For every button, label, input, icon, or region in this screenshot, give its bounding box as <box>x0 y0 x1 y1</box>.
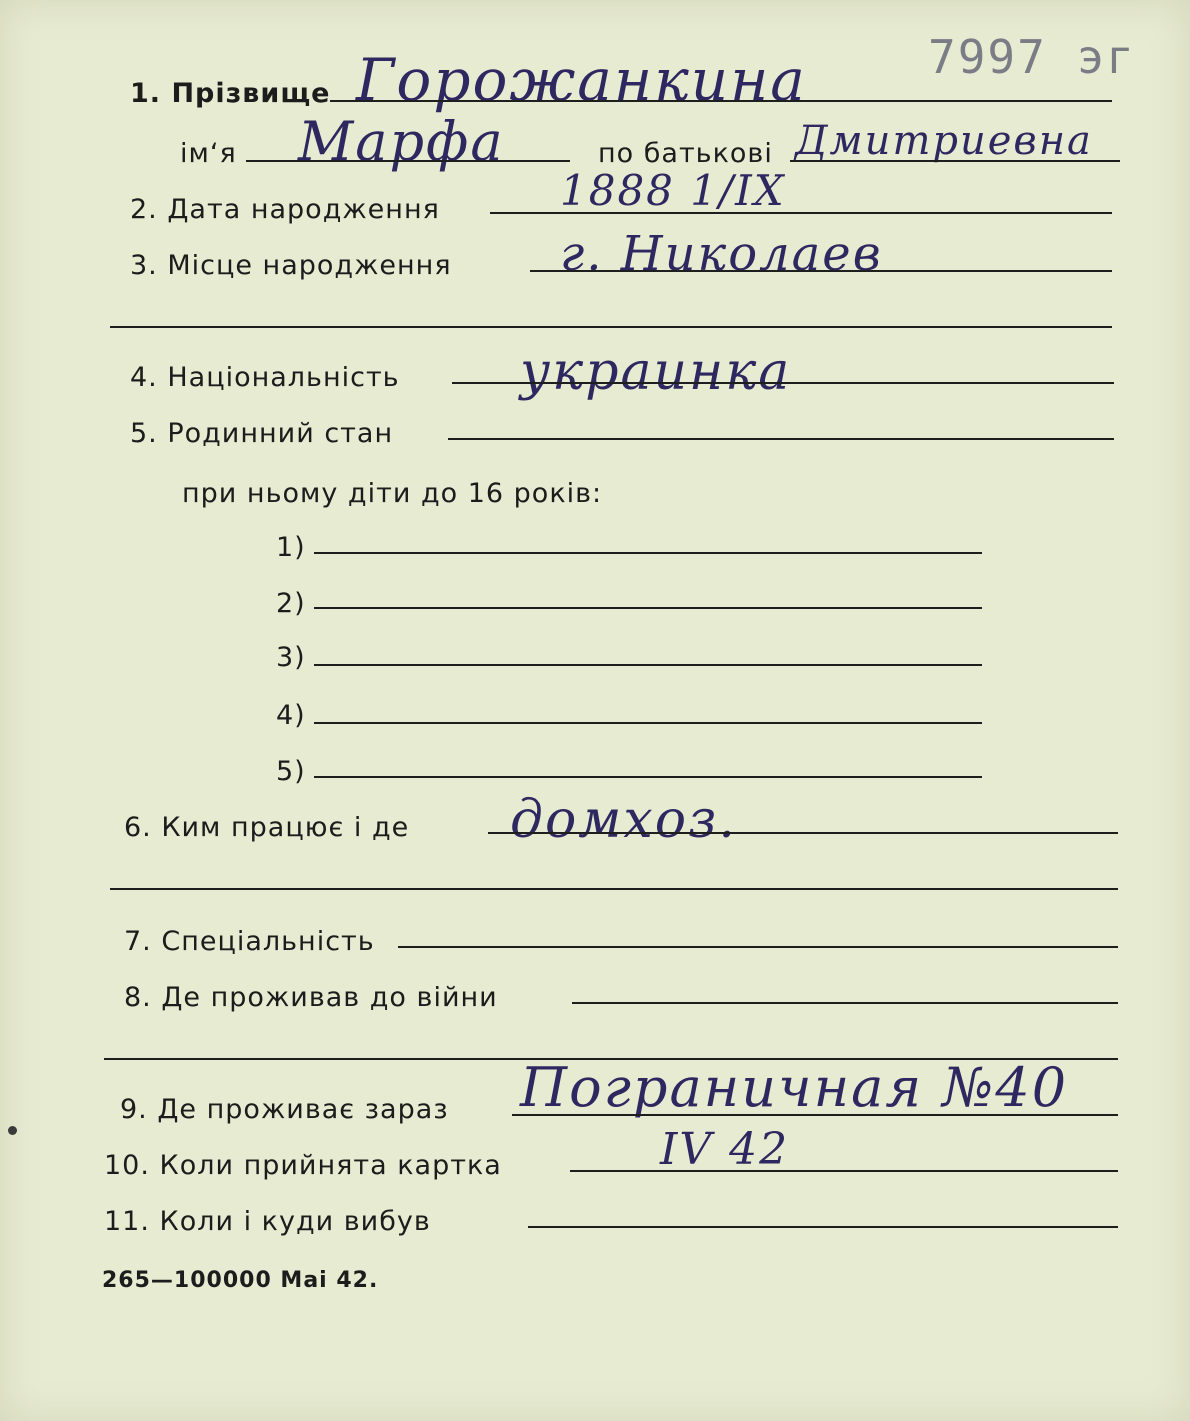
archive-number: 7997 эг <box>928 30 1136 84</box>
card-accepted-value: IV 42 <box>660 1124 790 1175</box>
specialty-line <box>398 946 1118 948</box>
birth-place-line <box>530 270 1112 272</box>
card-accepted-line <box>570 1170 1118 1172</box>
child-5-line <box>314 776 982 778</box>
current-residence-label: 9. Де проживає зараз <box>120 1094 449 1125</box>
card-accepted-label: 10. Коли прийнята картка <box>104 1150 502 1181</box>
child-5-label: 5) <box>276 756 306 787</box>
birth-date-label: 2. Дата народження <box>130 194 440 225</box>
family-status-line <box>448 438 1114 440</box>
child-2-line <box>314 607 982 609</box>
birth-place-label: 3. Місце народження <box>130 250 452 281</box>
surname-line <box>330 100 1112 102</box>
patronymic-line <box>790 160 1120 162</box>
occupation-line-2 <box>110 888 1118 890</box>
occupation-label: 6. Ким працює і де <box>124 812 410 843</box>
child-4-label: 4) <box>276 700 306 731</box>
child-2-label: 2) <box>276 588 306 619</box>
birth-date-line <box>490 212 1112 214</box>
child-3-label: 3) <box>276 642 306 673</box>
birth-place-line-2 <box>110 326 1112 328</box>
specialty-label: 7. Спеціальність <box>124 926 375 957</box>
child-1-line <box>314 552 982 554</box>
first-name-line <box>246 160 570 162</box>
occupation-value: домхоз. <box>510 790 737 850</box>
first-name-value: Марфа <box>298 110 505 173</box>
prewar-residence-label: 8. Де проживав до війни <box>124 982 498 1013</box>
birth-place-value: г. Николаев <box>560 226 883 282</box>
current-residence-value: Пограничная №40 <box>520 1056 1069 1119</box>
birth-date-value: 1888 1/IX <box>560 166 786 215</box>
child-1-label: 1) <box>276 532 306 563</box>
nationality-line <box>452 382 1114 384</box>
surname-label: 1. Прізвище <box>130 78 331 109</box>
family-status-label: 5. Родинний стан <box>130 418 394 449</box>
children-label: при ньому діти до 16 років: <box>182 478 603 509</box>
departure-label: 11. Коли і куди вибув <box>104 1206 431 1237</box>
patronymic-value: Дмитриевна <box>795 118 1093 164</box>
surname-value: Горожанкина <box>356 46 807 114</box>
child-3-line <box>314 664 982 666</box>
child-4-line <box>314 722 982 724</box>
print-mark: 265—100000 Mai 42. <box>102 1268 379 1293</box>
ink-speck <box>8 1126 17 1135</box>
occupation-line <box>488 832 1118 834</box>
nationality-label: 4. Національність <box>130 362 400 393</box>
current-residence-line <box>512 1114 1118 1116</box>
first-name-label: ім‘я <box>180 138 237 169</box>
nationality-value: украинка <box>520 342 792 402</box>
departure-line <box>528 1226 1118 1228</box>
prewar-residence-line <box>572 1002 1118 1004</box>
patronymic-label: по батькові <box>598 138 773 169</box>
